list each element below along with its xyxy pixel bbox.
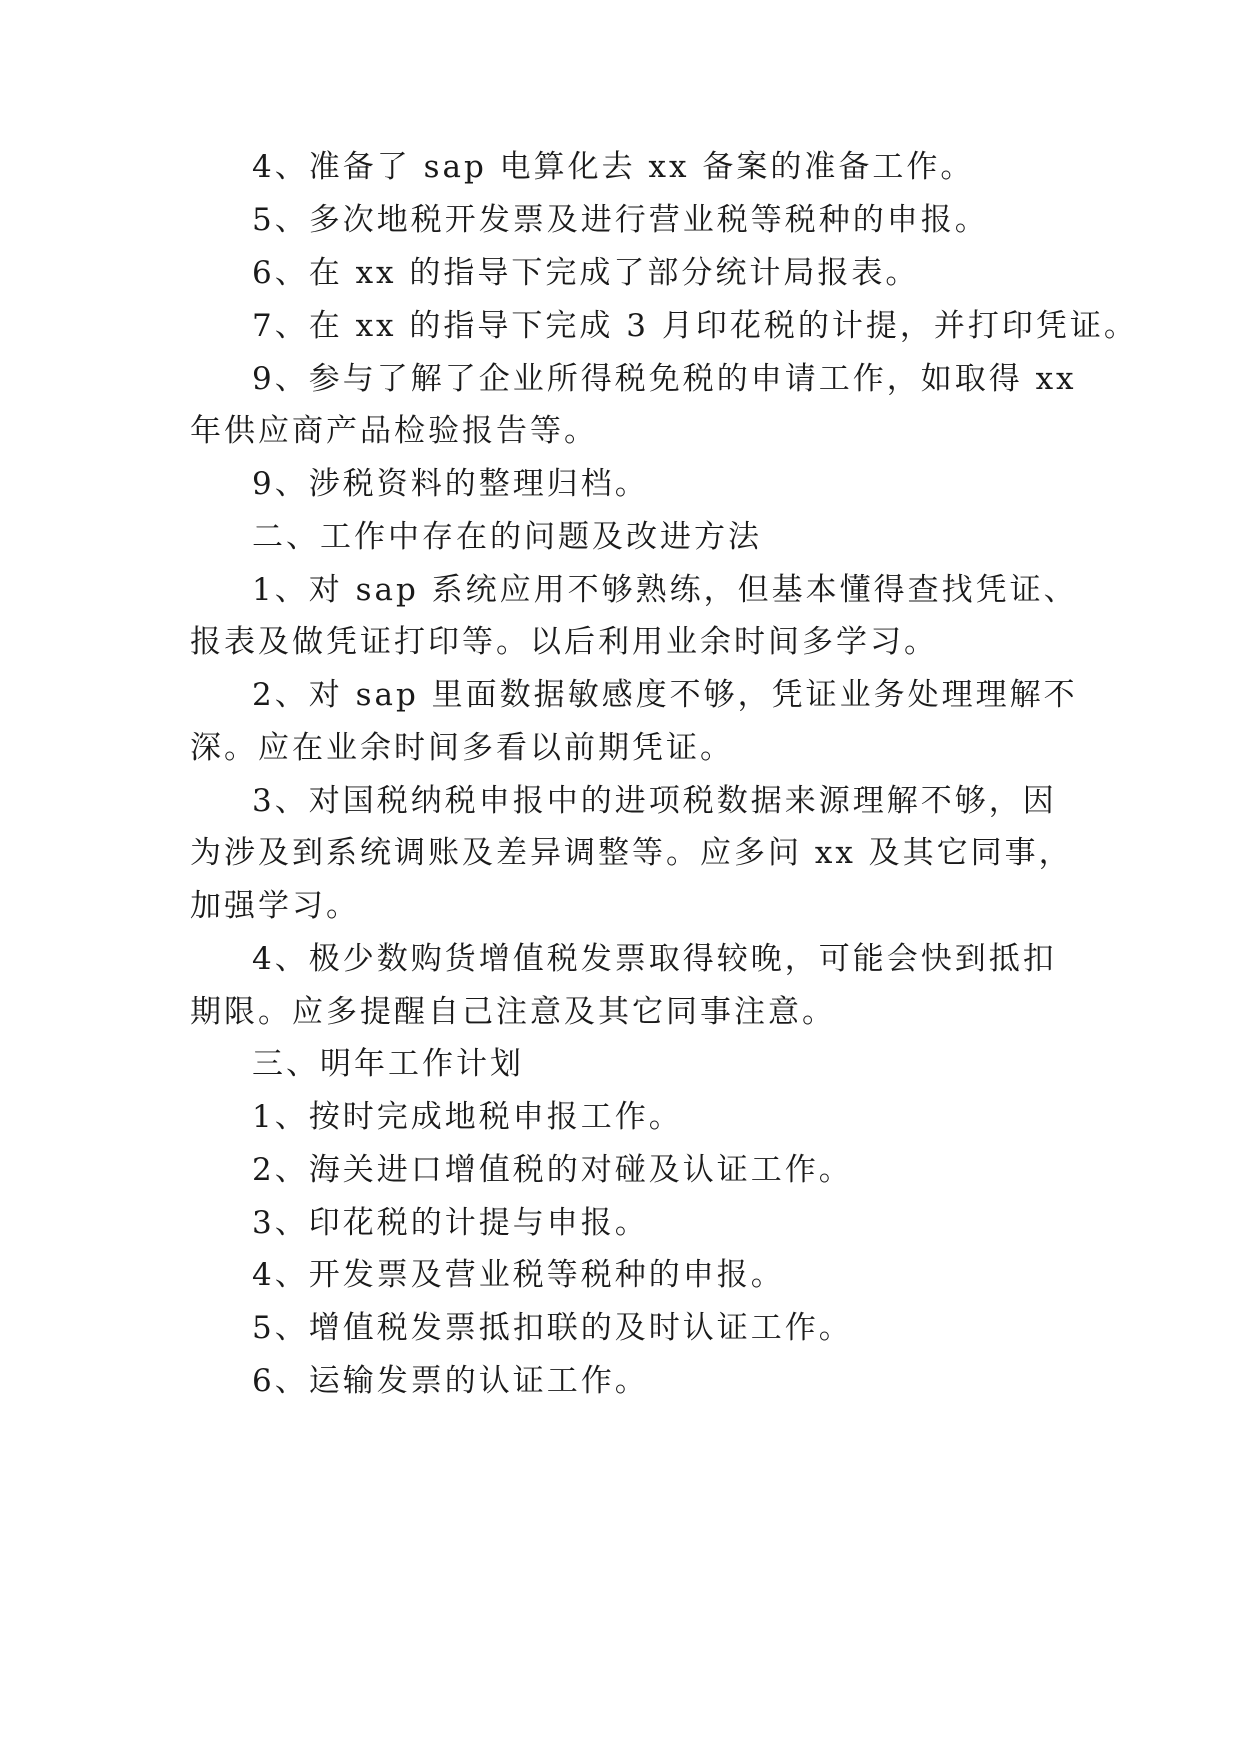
paragraph-line: 报表及做凭证打印等。以后利用业余时间多学习。 — [190, 624, 938, 660]
paragraph-line: 5、多次地税开发票及进行营业税等税种的申报。 — [252, 202, 989, 238]
paragraph-line: 7、在 xx 的指导下完成 3 月印花税的计提，并打印凭证。 — [252, 308, 1138, 344]
paragraph-line: 5、增值税发票抵扣联的及时认证工作。 — [252, 1310, 853, 1346]
paragraph-line: 年供应商产品检验报告等。 — [190, 413, 598, 449]
paragraph-line: 4、极少数购货增值税发票取得较晚，可能会快到抵扣 — [252, 941, 1057, 977]
paragraph-line: 为涉及到系统调账及差异调整等。应多问 xx 及其它同事， — [190, 835, 1073, 871]
paragraph-line: 1、按时完成地税申报工作。 — [252, 1099, 683, 1135]
paragraph-line: 深。应在业余时间多看以前期凭证。 — [190, 730, 734, 766]
paragraph-line: 加强学习。 — [190, 888, 360, 924]
paragraph-line: 3、对国税纳税申报中的进项税数据来源理解不够，因 — [252, 783, 1057, 819]
paragraph-line: 3、印花税的计提与申报。 — [252, 1205, 649, 1241]
section-heading: 二、工作中存在的问题及改进方法 — [252, 519, 762, 555]
paragraph-line: 6、运输发票的认证工作。 — [252, 1363, 649, 1399]
paragraph-line: 2、海关进口增值税的对碰及认证工作。 — [252, 1152, 853, 1188]
paragraph-line: 9、参与了解了企业所得税免税的申请工作，如取得 xx — [252, 361, 1077, 397]
paragraph-line: 6、在 xx 的指导下完成了部分统计局报表。 — [252, 255, 920, 291]
paragraph-line: 4、开发票及营业税等税种的申报。 — [252, 1257, 785, 1293]
paragraph-line: 1、对 sap 系统应用不够熟练，但基本懂得查找凭证、 — [252, 572, 1078, 608]
paragraph-line: 期限。应多提醒自己注意及其它同事注意。 — [190, 994, 836, 1030]
paragraph-line: 2、对 sap 里面数据敏感度不够，凭证业务处理理解不 — [252, 677, 1078, 713]
section-heading: 三、明年工作计划 — [252, 1046, 524, 1082]
paragraph-line: 9、涉税资料的整理归档。 — [252, 466, 649, 502]
paragraph-line: 4、准备了 sap 电算化去 xx 备案的准备工作。 — [252, 149, 975, 185]
